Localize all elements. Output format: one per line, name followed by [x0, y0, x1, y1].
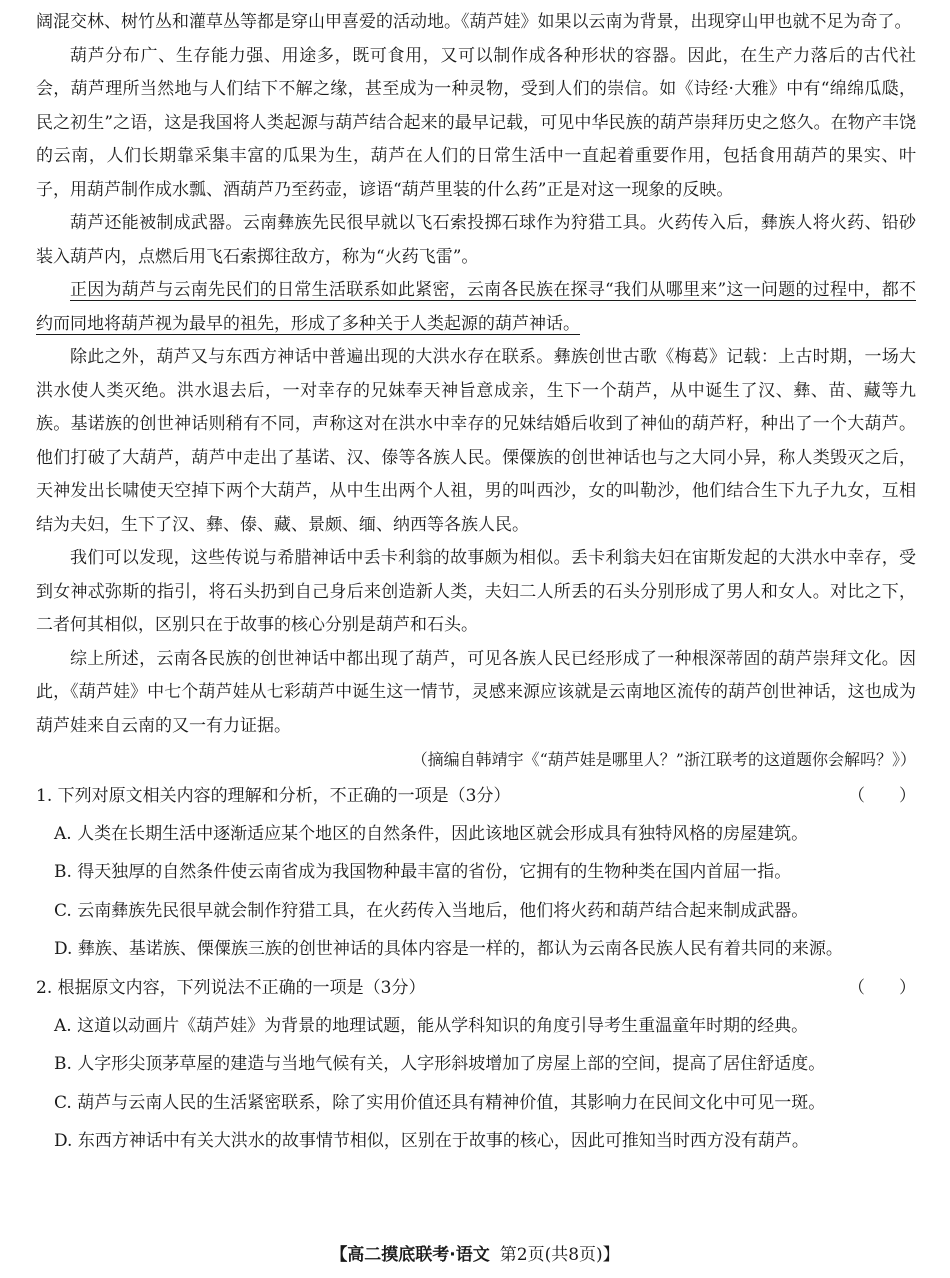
- answer-option: B. 人字形尖顶茅草屋的建造与当地气候有关，人字形斜坡增加了房屋上部的空间，提高了居住舒适度。: [54, 1054, 826, 1074]
- footer-page-number: 第2页(共8页)】: [499, 1245, 620, 1265]
- underlined-sentence: 正因为葫芦与云南先民们的日常生活联系如此紧密，云南各民族在探寻“我们从哪里来”这一问题的过程中，都不约而同地将葫芦视为最早的祖先，形成了多种关于人类起源的葫芦神话。: [36, 280, 916, 334]
- footer-exam-title: 【高二摸底联考·语文: [330, 1245, 490, 1265]
- passage-paragraph: 葫芦还能被制成武器。云南彝族先民很早就以飞石索投掷石球作为狩猎工具。火药传入后，彝族人将火药、铅砂装入葫芦内，点燃后用飞石索掷往敌方，称为“火药飞雷”。: [36, 213, 916, 267]
- passage-paragraph: [36, 274, 916, 341]
- exam-page: [36, 6, 916, 1161]
- passage-paragraph: 综上所述，云南各民族的创世神话中都出现了葫芦，可见各族人民已经形成了一种根深蒂固的葫芦崇拜文化。因此，《葫芦娃》中七个葫芦娃从七彩葫芦中诞生这一情节，灵感来源应该就是云南地区流传的葫芦创世神话，这也成为葫芦娃来自云南的又一有力证据。: [36, 648, 916, 736]
- passage-paragraph: 我们可以发现，这些传说与希腊神话中丢卡利翁的故事颇为相似。丢卡利翁夫妇在宙斯发起的大洪水中幸存，受到女神忒弥斯的指引，将石头扔到自己身后来创造新人类，夫妇二人所丢的石头分别形成了男人和女人。对比之下，二者何其相似，区别只在于故事的核心分别是葫芦和石头。: [36, 548, 916, 635]
- passage-paragraph: 葫芦分布广、生存能力强、用途多，既可食用，又可以制作成各种形状的容器。因此，在生产力落后的古代社会，葫芦理所当然地与人们结下不解之缘，甚至成为一种灵物，受到人们的崇信。如《诗经·大雅》中有“绵绵瓜瓞，民之初生”之语，这是我国将人类起源与葫芦结合起来的最早记载，可见中华民族的葫芦崇拜历史之悠久。在物产丰饶的云南，人们长期靠采集丰富的瓜果为生，葫芦在人们的日常生活中一直起着重要作用，包括食用葫芦的果实、叶子，用葫芦制作成水瓢、酒葫芦乃至药壶，谚语“葫芦里装的什么药”正是对这一现象的反映。: [36, 45, 916, 200]
- passage-paragraph: 阔混交林、树竹丛和灌草丛等都是穿山甲喜爱的活动地。《葫芦娃》如果以云南为背景，出现穿山甲也就不足为奇了。: [36, 12, 912, 32]
- question-text: 1. 下列对原文相关内容的理解和分析，不正确的一项是（3分）: [36, 785, 511, 806]
- answer-bracket[interactable]: （ ）: [848, 977, 916, 998]
- reading-passage: [36, 6, 916, 743]
- question-text: 2. 根据原文内容，下列说法不正确的一项是（3分）: [36, 977, 426, 998]
- answer-option: A. 人类在长期生活中逐渐适应某个地区的自然条件，因此该地区就会形成具有独特风格的房屋建筑。: [54, 823, 809, 844]
- answer-option: D. 彝族、基诺族、傈僳族三族的创世神话的具体内容是一样的，都认为云南各民族人民有着共同的来源。: [54, 939, 843, 959]
- page-footer: [0, 1240, 950, 1265]
- question-stem: [36, 777, 916, 815]
- question-list: [36, 777, 916, 1161]
- answer-option: A. 这道以动画片《葫芦娃》为背景的地理试题，能从学科知识的角度引导考生重温童年时期的经典。: [54, 1015, 809, 1036]
- answer-option: B. 得天独厚的自然条件使云南省成为我国物种最丰富的省份，它拥有的生物种类在国内首屈一指。: [54, 862, 792, 882]
- passage-paragraph: 除此之外，葫芦又与东西方神话中普遍出现的大洪水存在联系。彝族创世古歌《梅葛》记载：上古时期，一场大洪水使人类灭绝。洪水退去后，一对幸存的兄妹奉天神旨意成亲，生下一个葫芦，从中诞生了汉、彝、苗、藏等九族。基诺族的创世神话则稍有不同，声称这对在洪水中幸存的兄妹结婚后收到了神仙的葫芦籽，种出了一个大葫芦。他们打破了大葫芦，葫芦中走出了基诺、汉、傣等各族人民。傈僳族的创世神话也与之大同小异，称人类毁灭之后，天神发出长啸使天空掉下两个大葫芦，从中生出两个人祖，男的叫西沙，女的叫勒沙，他们结合生下九子九女，互相结为夫妇，生下了汉、彝、傣、藏、景颇、缅、纳西等各族人民。: [36, 347, 916, 535]
- answer-option: D. 东西方神话中有关大洪水的故事情节相似，区别在于故事的核心，因此可推知当时西方没有葫芦。: [54, 1131, 809, 1151]
- answer-option: C. 云南彝族先民很早就会制作狩猎工具，在火药传入当地后，他们将火药和葫芦结合起来制成武器。: [54, 900, 809, 921]
- answer-option: C. 葫芦与云南人民的生活紧密联系，除了实用价值还具有精神价值，其影响力在民间文化中可见一斑。: [54, 1092, 826, 1113]
- source-citation: （摘编自韩靖宇《“葫芦娃是哪里人？”浙江联考的这道题你会解吗？》）: [411, 750, 916, 769]
- question-stem: [36, 969, 916, 1007]
- answer-bracket[interactable]: （ ）: [848, 785, 916, 806]
